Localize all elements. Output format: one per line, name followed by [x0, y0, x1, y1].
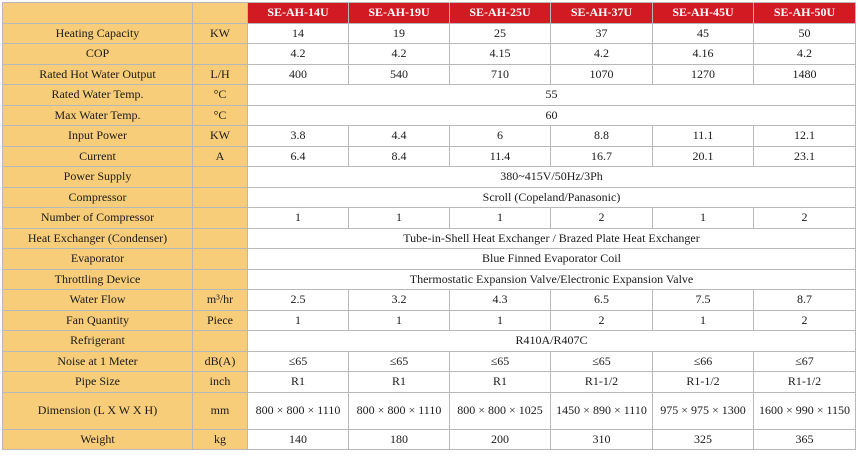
value-cell: 1070 [551, 64, 653, 85]
table-row [3, 85, 856, 106]
value-cell: R1-1/2 [653, 372, 754, 393]
value-cell: 325 [653, 429, 754, 450]
value-cell: 6.4 [248, 146, 349, 167]
value-cell: 37 [551, 23, 653, 44]
value-cell: 710 [450, 64, 551, 85]
param-label: Dimension (L X W X H) [3, 392, 193, 429]
table-row [3, 249, 856, 270]
unit-label: m³/hr [193, 290, 248, 311]
table-row [3, 429, 856, 450]
value-cell: 23.1 [754, 146, 856, 167]
table-row [3, 126, 856, 147]
table-row [3, 351, 856, 372]
value-cell: 2 [754, 310, 856, 331]
param-label: Max Water Temp. [3, 105, 193, 126]
value-cell: 2 [551, 208, 653, 229]
spanned-value: 60 [248, 105, 856, 126]
value-cell: R1 [349, 372, 450, 393]
table-row [3, 64, 856, 85]
value-cell: 540 [349, 64, 450, 85]
table-row [3, 146, 856, 167]
param-label: Heat Exchanger (Condenser) [3, 228, 193, 249]
model-header: SE-AH-45U [653, 3, 754, 24]
value-cell: R1-1/2 [551, 372, 653, 393]
value-cell: 4.2 [248, 44, 349, 65]
table-row [3, 331, 856, 352]
value-cell: ≤65 [349, 351, 450, 372]
table-row [3, 290, 856, 311]
param-label: Weight [3, 429, 193, 450]
param-label: Number of Compressor [3, 208, 193, 229]
unit-label: KW [193, 126, 248, 147]
value-cell: 800 × 800 × 1110 [349, 392, 450, 429]
value-cell: 12.1 [754, 126, 856, 147]
value-cell: R1 [248, 372, 349, 393]
value-cell: 1480 [754, 64, 856, 85]
spanned-value: 55 [248, 85, 856, 106]
value-cell: 7.5 [653, 290, 754, 311]
value-cell: R1-1/2 [754, 372, 856, 393]
unit-label: KW [193, 23, 248, 44]
value-cell: 8.4 [349, 146, 450, 167]
value-cell: 1 [653, 208, 754, 229]
param-label: Fan Quantity [3, 310, 193, 331]
value-cell: 1 [653, 310, 754, 331]
table-row [3, 310, 856, 331]
value-cell: 2.5 [248, 290, 349, 311]
value-cell: 180 [349, 429, 450, 450]
value-cell: 20.1 [653, 146, 754, 167]
value-cell: 3.8 [248, 126, 349, 147]
value-cell: 6.5 [551, 290, 653, 311]
unit-label [193, 187, 248, 208]
model-header: SE-AH-14U [248, 3, 349, 24]
model-header: SE-AH-50U [754, 3, 856, 24]
value-cell: 1600 × 990 × 1150 [754, 392, 856, 429]
value-cell: 1450 × 890 × 1110 [551, 392, 653, 429]
table-row [3, 392, 856, 429]
value-cell: 11.1 [653, 126, 754, 147]
unit-label [193, 269, 248, 290]
value-cell: 1 [349, 208, 450, 229]
param-label: Evaporator [3, 249, 193, 270]
unit-label: inch [193, 372, 248, 393]
value-cell: R1 [450, 372, 551, 393]
model-header: SE-AH-25U [450, 3, 551, 24]
value-cell: 365 [754, 429, 856, 450]
value-cell: ≤65 [551, 351, 653, 372]
value-cell: 25 [450, 23, 551, 44]
value-cell: ≤66 [653, 351, 754, 372]
value-cell: 2 [754, 208, 856, 229]
unit-label [193, 228, 248, 249]
value-cell: ≤67 [754, 351, 856, 372]
model-header: SE-AH-37U [551, 3, 653, 24]
table-row [3, 208, 856, 229]
value-cell: 11.4 [450, 146, 551, 167]
table-row [3, 269, 856, 290]
value-cell: 1 [450, 208, 551, 229]
table-row [3, 23, 856, 44]
value-cell: 14 [248, 23, 349, 44]
value-cell: 16.7 [551, 146, 653, 167]
value-cell: 200 [450, 429, 551, 450]
param-label: Rated Hot Water Output [3, 64, 193, 85]
table-row [3, 105, 856, 126]
value-cell: 4.15 [450, 44, 551, 65]
param-label: Compressor [3, 187, 193, 208]
table-row [3, 228, 856, 249]
unit-label: Piece [193, 310, 248, 331]
unit-label: dB(A) [193, 351, 248, 372]
param-label: Pipe Size [3, 372, 193, 393]
unit-label: kg [193, 429, 248, 450]
param-label: Current [3, 146, 193, 167]
value-cell: 4.2 [349, 44, 450, 65]
value-cell: 400 [248, 64, 349, 85]
spec-table [2, 2, 856, 450]
value-cell: 4.16 [653, 44, 754, 65]
unit-label: °C [193, 85, 248, 106]
table-row [3, 187, 856, 208]
param-label: Noise at 1 Meter [3, 351, 193, 372]
unit-label: L/H [193, 64, 248, 85]
param-label: Rated Water Temp. [3, 85, 193, 106]
header-row [3, 3, 856, 24]
unit-label [193, 167, 248, 188]
value-cell: 1 [349, 310, 450, 331]
table-row [3, 167, 856, 188]
value-cell: 140 [248, 429, 349, 450]
value-cell: 8.8 [551, 126, 653, 147]
value-cell: 310 [551, 429, 653, 450]
unit-label: mm [193, 392, 248, 429]
value-cell: 1270 [653, 64, 754, 85]
value-cell: ≤65 [248, 351, 349, 372]
value-cell: 4.2 [551, 44, 653, 65]
param-label: COP [3, 44, 193, 65]
param-label: Refrigerant [3, 331, 193, 352]
spanned-value: Tube-in-Shell Heat Exchanger / Brazed Plate Heat Exchanger [248, 228, 856, 249]
value-cell: 1 [248, 310, 349, 331]
header-corner-unit [193, 3, 248, 24]
value-cell: 800 × 800 × 1110 [248, 392, 349, 429]
value-cell: 50 [754, 23, 856, 44]
value-cell: 1 [450, 310, 551, 331]
value-cell: 3.2 [349, 290, 450, 311]
value-cell: 19 [349, 23, 450, 44]
value-cell: 45 [653, 23, 754, 44]
value-cell: 800 × 800 × 1025 [450, 392, 551, 429]
table-row [3, 372, 856, 393]
value-cell: 975 × 975 × 1300 [653, 392, 754, 429]
value-cell: 6 [450, 126, 551, 147]
value-cell: 8.7 [754, 290, 856, 311]
unit-label [193, 249, 248, 270]
spanned-value: Blue Finned Evaporator Coil [248, 249, 856, 270]
unit-label [193, 44, 248, 65]
unit-label [193, 331, 248, 352]
unit-label: A [193, 146, 248, 167]
value-cell: 4.2 [754, 44, 856, 65]
spanned-value: R410A/R407C [248, 331, 856, 352]
param-label: Input Power [3, 126, 193, 147]
unit-label: °C [193, 105, 248, 126]
param-label: Water Flow [3, 290, 193, 311]
model-header: SE-AH-19U [349, 3, 450, 24]
value-cell: 4.3 [450, 290, 551, 311]
header-corner [3, 3, 193, 24]
param-label: Heating Capacity [3, 23, 193, 44]
param-label: Throttling Device [3, 269, 193, 290]
value-cell: 1 [248, 208, 349, 229]
spanned-value: Thermostatic Expansion Valve/Electronic Expansion Valve [248, 269, 856, 290]
spec-body [3, 23, 856, 450]
spanned-value: Scroll (Copeland/Panasonic) [248, 187, 856, 208]
value-cell: 4.4 [349, 126, 450, 147]
table-row [3, 44, 856, 65]
value-cell: 2 [551, 310, 653, 331]
unit-label [193, 208, 248, 229]
spanned-value: 380~415V/50Hz/3Ph [248, 167, 856, 188]
param-label: Power Supply [3, 167, 193, 188]
value-cell: ≤65 [450, 351, 551, 372]
